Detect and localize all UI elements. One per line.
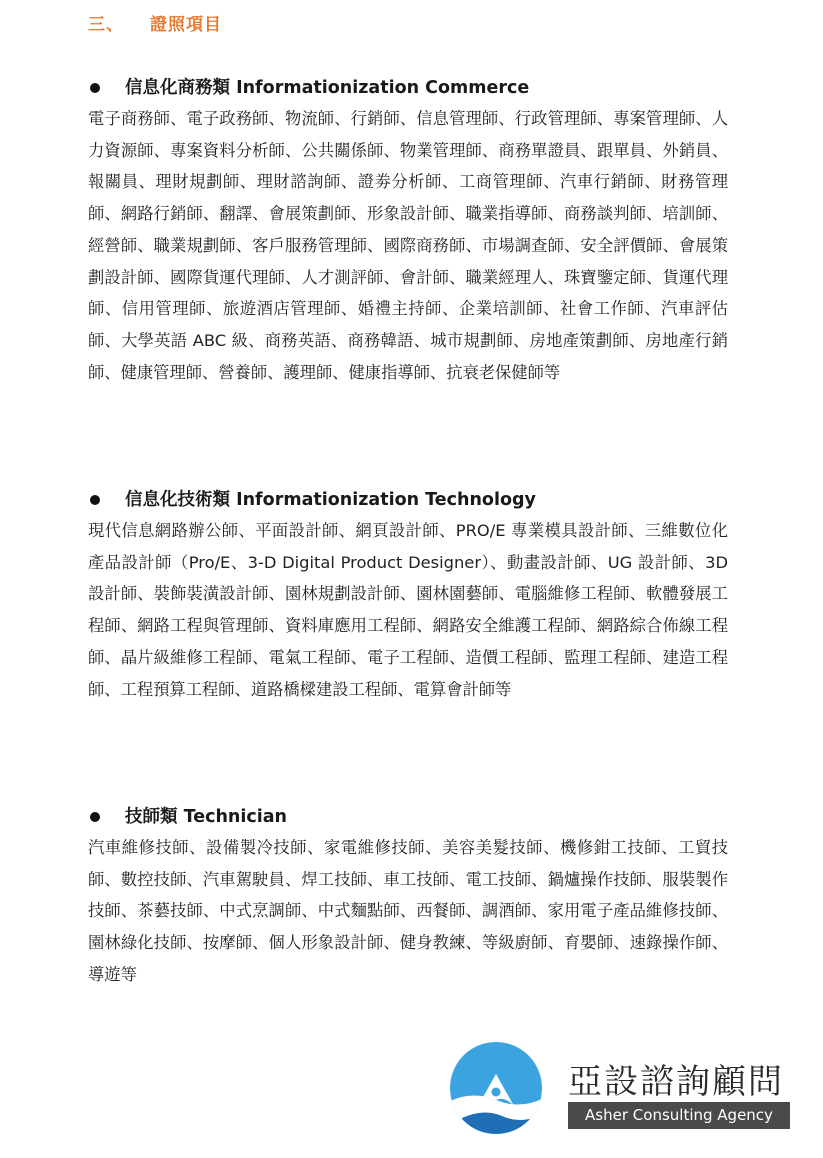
category-title-row <box>88 73 728 103</box>
section-number: 三、 <box>88 15 124 35</box>
company-logo <box>448 1040 798 1140</box>
logo-chinese-name: 亞設諮詢顧問 <box>568 1062 784 1102</box>
category-technology <box>88 485 728 705</box>
mountain-wave-logo-icon <box>448 1040 544 1136</box>
category-technician <box>88 802 728 991</box>
category-body: 電子商務師、電子政務師、物流師、行銷師、信息管理師、行政管理師、專案管理師、人力資源師、專案資料分析師、公共關係師、物業管理師、商務單證員、跟單員、外銷員、報關員、理財規劃師、理財諮詢師、證劵分析師、工商管理師、汽車行銷師、財務管理師、網路行銷師、翻譯、會展策劃師、形象設計師、職業指導師、商務談判師、培訓師、經營師、職業規劃師、客戶服務管理師、國際商務師、市場調查師、安全評價師、會展策劃設計師、國際貨運代理師、人才測評師、會計師、職業經理人、珠寶鑒定師、貨運代理師、信用管理師、旅遊酒店管理師、婚禮主持師、企業培訓師、社會工作師、汽車評估師、大學英語 ABC 級、商務英語、商務韓語、城市規劃師、房地產策劃師、房地產行銷師、健康管理師、營養師、護理師、健康指導師、抗衰老保健師等 <box>88 109 728 382</box>
category-title: 信息化技術類 Informationization Technology <box>125 490 536 510</box>
category-commerce <box>88 73 728 388</box>
section-title: 證照項目 <box>150 15 222 35</box>
category-body: 汽車維修技師、設備製冷技師、家電維修技師、美容美髮技師、機修鉗工技師、工貿技師、數控技師、汽車駕駛員、焊工技師、車工技師、電工技師、鍋爐操作技師、服裝製作技師、茶藝技師、中式烹調師、中式麵點師、西餐師、調酒師、家用電子產品維修技師、園林綠化技師、按摩師、個人形象設計師、健身教練、等級廚師、育嬰師、速錄操作師、導遊等 <box>88 838 728 984</box>
category-body: 現代信息網路辦公師、平面設計師、網頁設計師、PRO/E 專業模具設計師、三維數位化產品設計師（Pro/E、3-D Digital Product Designer）、動畫設計師、UG 設計師、3D 設計師、裝飾裝潢設計師、園林規劃設計師、園林園藝師、電腦維修工程師、軟體發展工程師、網路工程與管理師、資料庫應用工程師、網路安全維護工程師、網路綜合佈線工程師、晶片級維修工程師、電氣工程師、電子工程師、造價工程師、監理工程師、建造工程師、工程預算工程師、道路橋樑建設工程師、電算會計師等 <box>88 521 728 699</box>
category-title: 技師類 Technician <box>125 807 288 827</box>
logo-english-name: Asher Consulting Agency <box>568 1102 790 1129</box>
category-title-row <box>88 802 728 832</box>
section-heading <box>88 10 222 35</box>
category-title: 信息化商務類 Informationization Commerce <box>125 78 530 98</box>
bullet-icon <box>90 83 100 93</box>
category-title-row <box>88 485 728 515</box>
bullet-icon <box>90 812 100 822</box>
bullet-icon <box>90 495 100 505</box>
